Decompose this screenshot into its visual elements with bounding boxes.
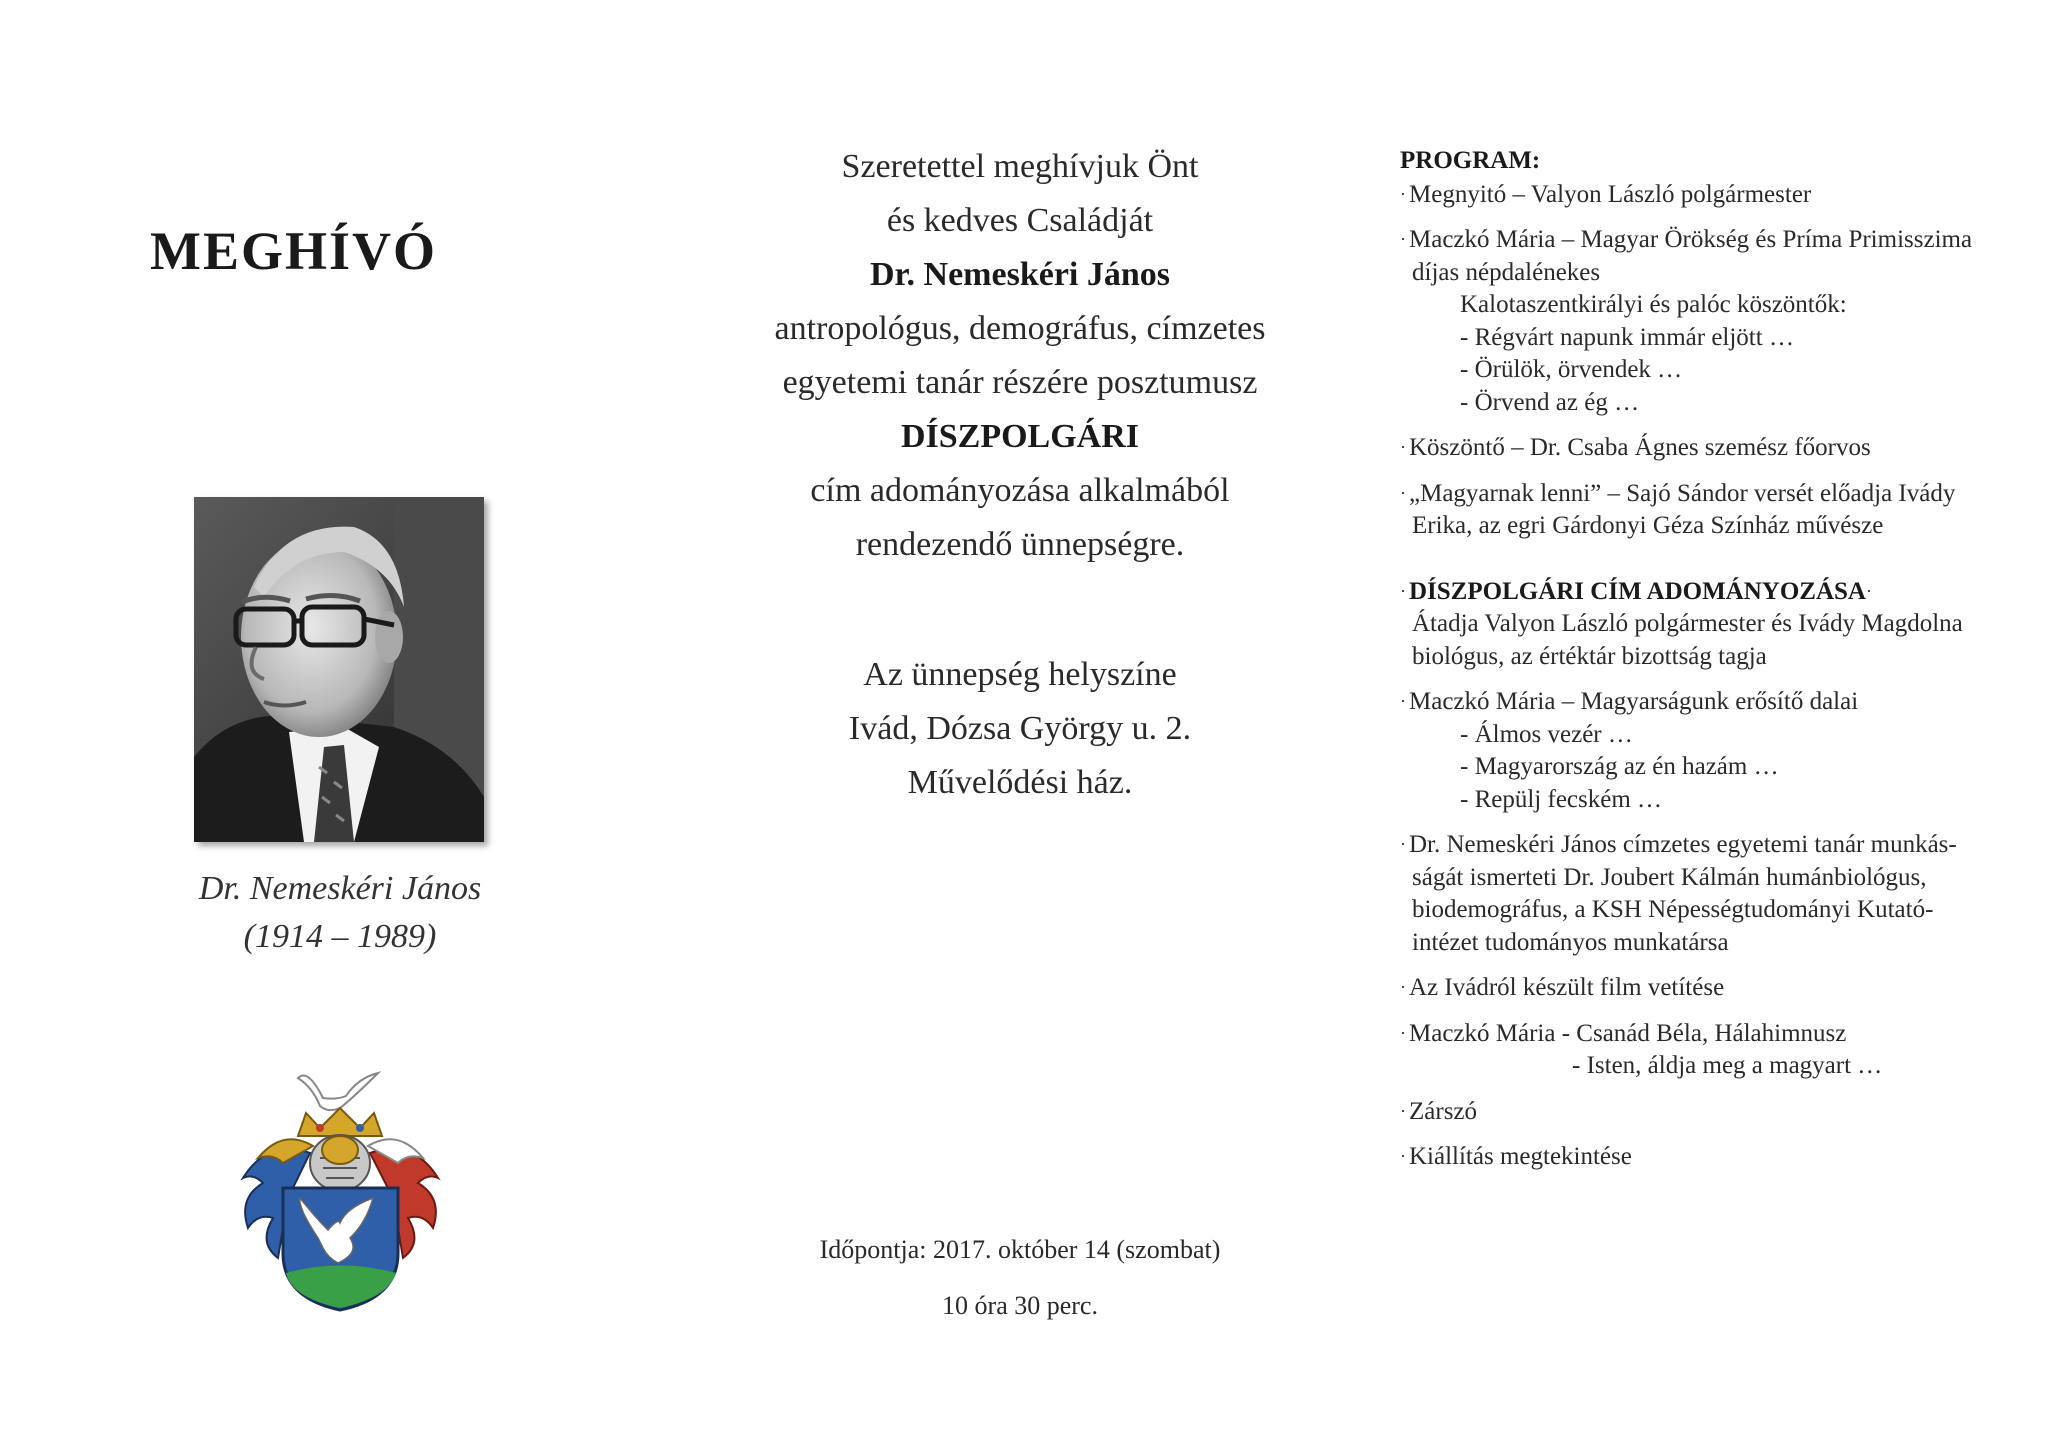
invitation-text bbox=[700, 140, 1340, 572]
program-item-text: Maczkó Mária - Csanád Béla, Hálahimnusz bbox=[1409, 1019, 1847, 1047]
bullet-icon: · bbox=[1400, 1146, 1406, 1166]
program-item-text: Megnyitó – Valyon László polgármester bbox=[1409, 180, 1812, 208]
invite-line-8: rendezendő ünnepségre. bbox=[855, 526, 1185, 563]
invite-line-1: Szeretettel meghívjuk Önt bbox=[841, 148, 1199, 185]
event-time: 10 óra 30 perc. bbox=[942, 1291, 1098, 1320]
program-song: - Álmos vezér … bbox=[1460, 720, 1633, 748]
program-item bbox=[1400, 477, 2030, 543]
program-item bbox=[1400, 1017, 2030, 1083]
program-item-text: díjas népdalénekes bbox=[1412, 258, 1601, 286]
bullet-icon: · bbox=[1400, 1100, 1406, 1121]
program-item-text: ságát ismerteti Dr. Joubert Kálmán humánbiológus, bbox=[1412, 863, 1927, 891]
program-song: - Örvend az ég … bbox=[1460, 388, 1640, 416]
event-date: Időpontja: 2017. október 14 (szombat) bbox=[819, 1235, 1221, 1264]
bullet-icon: · bbox=[1400, 482, 1406, 503]
program-item bbox=[1400, 971, 2030, 1005]
venue-line-1: Az ünnepség helyszíne bbox=[863, 656, 1177, 693]
date-block bbox=[700, 1222, 1340, 1334]
caption-name: Dr. Nemeskéri János bbox=[198, 870, 482, 907]
program-item-text: Kiállítás megtekintése bbox=[1409, 1143, 1632, 1170]
program-item bbox=[1400, 1095, 2030, 1129]
bullet-icon: · bbox=[1400, 691, 1406, 711]
invite-line-5: egyetemi tanár részére posztumusz bbox=[782, 364, 1258, 401]
program-item bbox=[1400, 1140, 2030, 1174]
program-song: - Régvárt napunk immár eljött … bbox=[1460, 323, 1794, 351]
bullet-icon: · bbox=[1400, 1022, 1406, 1043]
program-item-text: intézet tudományos munkatársa bbox=[1412, 928, 1729, 956]
program-heading: PROGRAM: bbox=[1400, 147, 1541, 174]
coat-of-arms-icon bbox=[228, 1058, 453, 1313]
venue-address: Ivád, Dózsa György u. 2. bbox=[848, 710, 1192, 747]
program-song: - Örülök, örvendek … bbox=[1460, 356, 1683, 383]
program-item-award bbox=[1400, 575, 2030, 674]
invite-line-4: antropológus, demográfus, címzetes bbox=[774, 310, 1266, 347]
bullet-icon: · bbox=[1865, 580, 1872, 601]
venue-block bbox=[700, 648, 1340, 810]
program-song: - Repülj fecském … bbox=[1460, 785, 1663, 813]
program-item-text: „Magyarnak lenni” – Sajó Sándor versét előadja Ivády bbox=[1409, 479, 1956, 507]
caption-years: (1914 – 1989) bbox=[243, 918, 437, 955]
program-item-text: Zárszó bbox=[1409, 1097, 1478, 1125]
program-item-text: Maczkó Mária – Magyar Örökség és Príma Primisszima bbox=[1409, 226, 1973, 253]
program-item bbox=[1400, 685, 2030, 816]
program-item bbox=[1400, 431, 2030, 465]
program-item-text: Az Ivádról készült film vetítése bbox=[1409, 974, 1725, 1001]
invitation-title: MEGHÍVÓ bbox=[150, 221, 438, 281]
invite-line-2: és kedves Családját bbox=[886, 202, 1154, 239]
bullet-icon: · bbox=[1400, 437, 1406, 457]
bullet-icon: · bbox=[1400, 977, 1406, 997]
program-item-text: biodemográfus, a KSH Népességtudományi Kutató- bbox=[1412, 896, 1934, 923]
venue-building: Művelődési ház. bbox=[907, 764, 1133, 801]
program-item-text: Átadja Valyon László polgármester és Ivády Magdolna bbox=[1412, 610, 1963, 637]
bullet-icon: · bbox=[1400, 834, 1406, 854]
portrait-photo bbox=[194, 497, 484, 842]
portrait-caption bbox=[140, 865, 540, 961]
program-item bbox=[1400, 828, 2030, 959]
bullet-icon: · bbox=[1400, 183, 1406, 204]
bullet-icon: · bbox=[1400, 229, 1406, 249]
program-item-text: Dr. Nemeskéri János címzetes egyetemi tanár munkás- bbox=[1409, 831, 1957, 858]
bullet-icon: · bbox=[1400, 580, 1406, 601]
program-item-text: Erika, az egri Gárdonyi Géza Színház művésze bbox=[1412, 512, 1884, 539]
program-song: - Magyarország az én hazám … bbox=[1460, 753, 1779, 780]
honoree-name: Dr. Nemeskéri János bbox=[870, 256, 1170, 293]
program-item-text: biológus, az értéktár bizottság tagja bbox=[1412, 642, 1767, 670]
honor-title: DÍSZPOLGÁRI bbox=[900, 418, 1140, 455]
invite-line-7: cím adományozása alkalmából bbox=[810, 472, 1230, 509]
program-list bbox=[1400, 145, 2030, 1174]
award-heading: DÍSZPOLGÁRI CÍM ADOMÁNYOZÁSA bbox=[1409, 577, 1866, 605]
portrait-illustration bbox=[194, 497, 484, 842]
program-sub-heading: Kalotaszentkirályi és palóc köszöntők: bbox=[1460, 291, 1847, 318]
program-item bbox=[1400, 223, 2030, 419]
program-item-text: Maczkó Mária – Magyarságunk erősítő dalai bbox=[1409, 688, 1859, 715]
program-item-text: Köszöntő – Dr. Csaba Ágnes szemész főorvos bbox=[1409, 434, 1871, 461]
program-song: - Isten, áldja meg a magyart … bbox=[1572, 1052, 1883, 1079]
coat-of-arms bbox=[228, 1058, 453, 1313]
program-item bbox=[1400, 178, 2030, 212]
